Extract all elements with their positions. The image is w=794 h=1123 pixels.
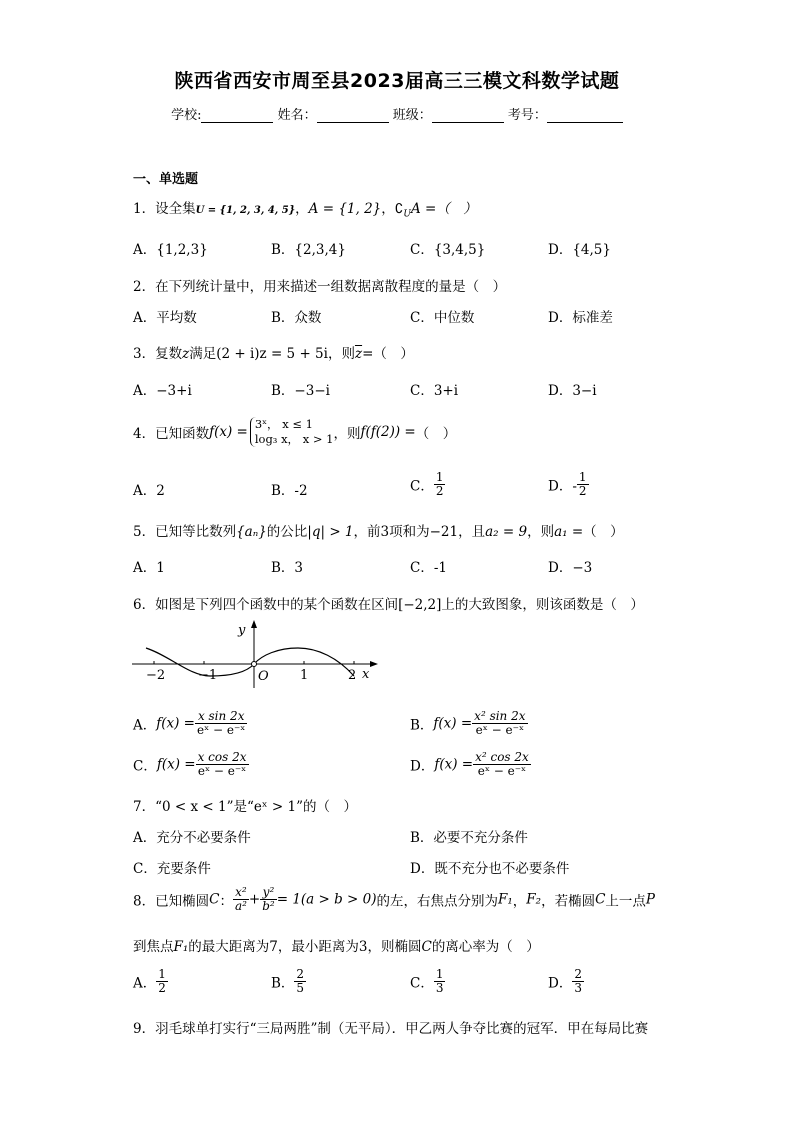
id-blank[interactable]	[547, 109, 623, 123]
function-graph	[130, 618, 380, 690]
q5-option-b[interactable]: B．3	[271, 560, 304, 576]
q7-option-d[interactable]: D．既不充分也不必要条件	[410, 861, 570, 877]
q6-option-c[interactable]: C．f(x) = $\frac{\text{x cos 2x}}{\text{eˣ − e⁻ˣ}}$	[133, 750, 247, 778]
origin-point	[252, 662, 257, 667]
x-axis-arrow	[370, 661, 378, 667]
q2-option-b[interactable]: B．众数	[271, 310, 322, 326]
origin-label: O	[258, 669, 269, 684]
class-blank[interactable]	[432, 109, 504, 123]
question-8-line-2: 到焦点F₁的最大距离为7，最小距离为3，则椭圆C的离心率为（ ）	[133, 939, 540, 955]
q3-option-d[interactable]: D．3−i	[548, 383, 597, 399]
question-4: 4．已知函数f(x) = 3ˣ， x ≤ 1 log₃ x， x > 1 ，则f(f(2)) =（ ）	[133, 417, 457, 446]
q7-option-b[interactable]: B．必要不充分条件	[410, 830, 528, 846]
q5-option-d[interactable]: D．−3	[548, 560, 593, 576]
question-9: 9．羽毛球单打实行“三局两胜”制（无平局）．甲乙两人争夺比赛的冠军．甲在每局比赛	[133, 1021, 649, 1037]
q1-option-a[interactable]: A．{1,2,3}	[133, 242, 208, 258]
piecewise-brace: 3ˣ， x ≤ 1 log₃ x， x > 1	[250, 417, 334, 447]
q1-option-d[interactable]: D．{4,5}	[548, 242, 611, 258]
x-label: x	[362, 667, 370, 682]
question-3: 3．复数z满足(2 + i)z = 5 + 5i，则$\overline{z}=$（ ）	[133, 346, 414, 362]
q2-option-d[interactable]: D．标准差	[548, 310, 613, 326]
q3-option-c[interactable]: C．3+i	[410, 383, 459, 399]
q7-option-c[interactable]: C．充要条件	[133, 861, 211, 877]
name-label: 姓名：	[277, 108, 317, 123]
q8-option-d[interactable]: D． $\frac{2}{3}$	[548, 967, 582, 995]
section-heading: 一、单选题	[133, 172, 199, 187]
q4-option-b[interactable]: B．-2	[271, 483, 308, 499]
name-blank[interactable]	[317, 109, 389, 123]
tick-label-2: 2	[348, 668, 357, 683]
y-axis-arrow	[251, 620, 257, 628]
question-7: 7．“0 < x < 1”是“eˣ > 1”的（ ）	[133, 799, 357, 815]
tick-label-m1: −1	[198, 668, 218, 683]
curve	[146, 648, 354, 676]
q8-option-a[interactable]: A． $\frac{1}{2}$	[133, 967, 166, 995]
q3-option-a[interactable]: A．−3+i	[133, 383, 192, 399]
tick-label-1: 1	[300, 668, 309, 683]
question-2: 2．在下列统计量中，用来描述一组数据离散程度的量是（ ）	[133, 279, 507, 295]
q2-option-a[interactable]: A．平均数	[133, 310, 197, 326]
q8-option-c[interactable]: C． $\frac{1}{3}$	[410, 967, 444, 995]
tick-label-m2: −2	[146, 668, 166, 683]
q4-option-c[interactable]: C． $\frac{1}{2}$	[410, 470, 444, 498]
q6-option-d[interactable]: D．f(x) = $\frac{\text{x² cos 2x}}{\text{eˣ − e⁻ˣ}}$	[410, 750, 529, 778]
y-label: y	[238, 623, 246, 638]
class-label: 班级：	[392, 108, 432, 123]
q5-option-a[interactable]: A．1	[133, 560, 165, 576]
q4-option-a[interactable]: A．2	[133, 483, 165, 499]
question-1: 1．设全集U = {1, 2, 3, 4, 5}，A = {1, 2}，$∁_UA$ =（ ）	[133, 201, 477, 220]
question-6: 6．如图是下列四个函数中的某个函数在区间[−2,2]上的大致图象，则该函数是（ ）	[133, 597, 644, 613]
q4-option-d[interactable]: D．- $\frac{1}{2}$	[548, 470, 587, 498]
question-8: 8．已知椭圆C： $\frac{\text{x²}}{\text{a²}}$ + $\frac{\text{y²}}{\text{b²}}$ = 1(a > b > 0)的左，右焦点分别为F₁，F₂，若椭圆C上一点P	[133, 885, 656, 913]
school-blank[interactable]	[201, 109, 273, 123]
q8-option-b[interactable]: B． $\frac{2}{5}$	[271, 967, 305, 995]
q6-option-a[interactable]: A．f(x) = $\frac{\text{x sin 2x}}{\text{eˣ − e⁻ˣ}}$	[133, 709, 246, 737]
q5-option-c[interactable]: C．-1	[410, 560, 447, 576]
q3-option-b[interactable]: B．−3−i	[271, 383, 330, 399]
q1-option-c[interactable]: C．{3,4,5}	[410, 242, 486, 258]
question-5: 5．已知等比数列{aₙ}的公比|q| > 1，前3项和为−21，且a₂ = 9，则a₁ =（ ）	[133, 524, 624, 540]
q2-option-c[interactable]: C．中位数	[410, 310, 475, 326]
q1-option-b[interactable]: B．{2,3,4}	[271, 242, 346, 258]
page-title: 陕西省西安市周至县2023届高三三模文科数学试题	[174, 70, 620, 92]
q7-option-a[interactable]: A．充分不必要条件	[133, 830, 251, 846]
id-label: 考号：	[507, 108, 547, 123]
q6-option-b[interactable]: B．f(x) = $\frac{\text{x² sin 2x}}{\text{eˣ − e⁻ˣ}}$	[410, 709, 526, 737]
student-info-line	[0, 104, 794, 123]
school-label: 学校:	[171, 108, 202, 123]
